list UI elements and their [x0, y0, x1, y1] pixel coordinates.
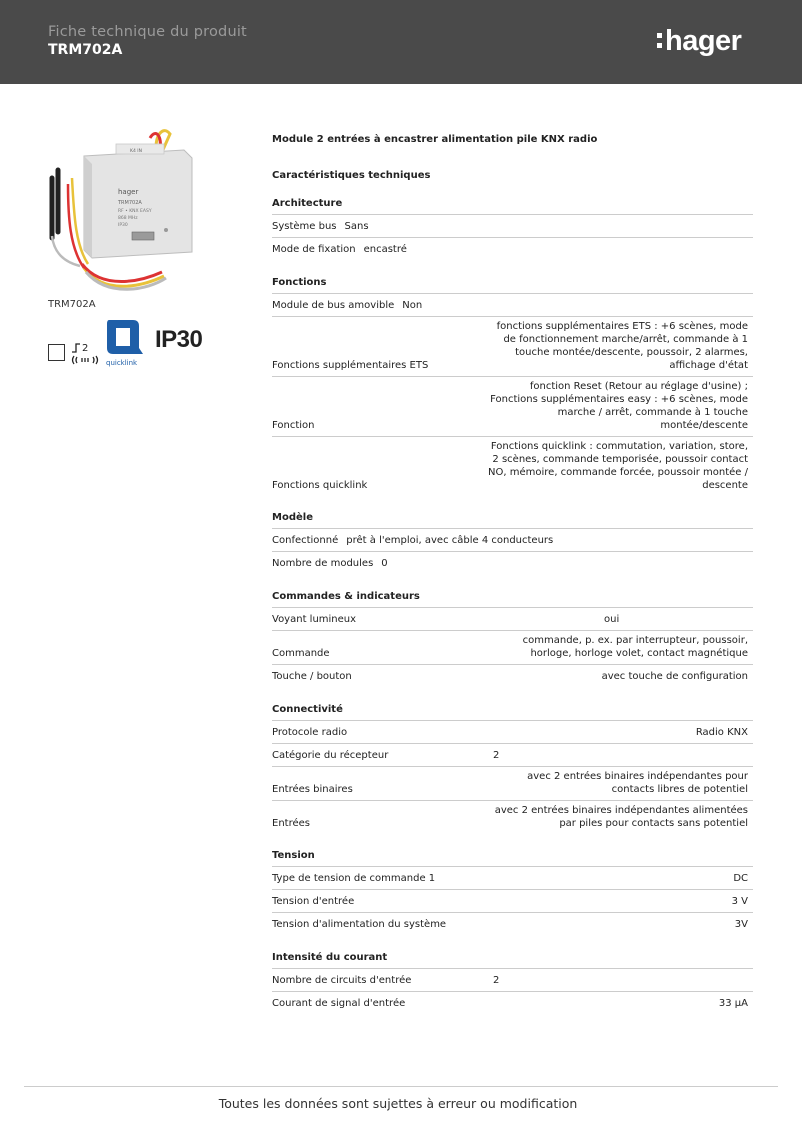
spec-label: Nombre de circuits d'entrée [272, 975, 412, 986]
device-brand: hager [118, 188, 139, 196]
section-courant [272, 947, 753, 1015]
spec-value: oui [604, 614, 620, 625]
spec-label: Mode de fixation [272, 244, 356, 255]
spec-row [272, 608, 753, 631]
spec-label: Entrées [272, 818, 310, 829]
header-subtitle: Fiche technique du produit [48, 24, 247, 40]
spec-value: prêt à l'emploi, avec câble 4 conducteurs [346, 535, 554, 546]
ip-rating: IP30 [155, 326, 203, 353]
spec-label: Module de bus amovible [272, 300, 395, 311]
certification-icons [48, 316, 218, 368]
quicklink-label: quicklink [106, 359, 138, 367]
spec-label: Courant de signal d'entrée [272, 998, 406, 1009]
section-title: Intensité du courant [272, 947, 753, 969]
spec-label: Type de tension de commande 1 [272, 873, 436, 884]
spec-label: Fonctions supplémentaires ETS [272, 360, 429, 371]
spec-value: Fonctions quicklink : commutation, variation, store, 2 scènes, commande temporisée, poussoir contact NO, mémoire, commande forcée, poussoir montée / descente [488, 441, 748, 491]
spec-row [272, 992, 753, 1015]
device-ip: IP30 [118, 223, 128, 228]
spec-label: Confectionné [272, 535, 339, 546]
section-title: Connectivité [272, 699, 753, 721]
spec-value: 3V [734, 919, 748, 930]
section-architecture [272, 193, 753, 261]
spec-value: Sans [344, 221, 369, 232]
spec-row [272, 867, 753, 890]
spec-label: Tension d'alimentation du système [272, 919, 447, 930]
spec-value: 33 µA [718, 998, 748, 1009]
page-header [0, 0, 802, 84]
product-title: Module 2 entrées à encastrer alimentation pile KNX radio [272, 134, 598, 145]
spec-content [272, 128, 753, 1026]
hager-logo [657, 26, 741, 56]
spec-label: Système bus [272, 221, 337, 232]
spec-value: 2 [493, 750, 500, 761]
spec-value: avec 2 entrées binaires indépendantes pour contacts libres de potentiel [527, 771, 748, 795]
spec-row [272, 437, 753, 496]
logo-text: hager [665, 25, 742, 57]
device-model: TRM702A [118, 200, 142, 206]
section-title: Modèle [272, 507, 753, 529]
spec-row [272, 801, 753, 834]
binary-input-radio-icon [70, 340, 100, 366]
section-tension [272, 845, 753, 936]
spec-value: 2 [493, 975, 500, 986]
footer-disclaimer: Toutes les données sont sujettes à erreur ou modification [218, 1096, 578, 1111]
spec-value: commande, p. ex. par interrupteur, poussoir, horloge, horloge volet, contact magnétique [522, 635, 748, 659]
flush-mount-icon [48, 344, 65, 361]
spec-row [272, 721, 753, 744]
spec-label: Tension d'entrée [272, 896, 355, 907]
spec-row [272, 294, 753, 317]
spec-value: encastré [363, 244, 407, 255]
spec-row [272, 377, 753, 437]
section-modele [272, 507, 753, 575]
section-title: Commandes & indicateurs [272, 586, 753, 608]
spec-row [272, 529, 753, 552]
device-freq: 868 MHz [118, 216, 138, 221]
spec-row [272, 238, 753, 261]
spec-value: avec 2 entrées binaires indépendantes alimentées par piles pour contacts sans potentiel [494, 805, 748, 829]
spec-value: Non [402, 300, 423, 311]
spec-row [272, 552, 753, 575]
device-text: RF • KNX EASY [118, 209, 152, 214]
image-caption: TRM702A [48, 299, 96, 310]
spec-row [272, 890, 753, 913]
spec-row [272, 665, 753, 688]
spec-value: avec touche de configuration [601, 671, 748, 682]
product-image [44, 128, 224, 296]
spec-row [272, 767, 753, 801]
section-title: Architecture [272, 193, 753, 215]
spec-label: Fonctions quicklink [272, 480, 368, 491]
spec-label: Voyant lumineux [272, 614, 357, 625]
logo-dots-icon [657, 33, 663, 49]
section-connectivite [272, 699, 753, 834]
spec-row [272, 317, 753, 377]
section-title: Tension [272, 845, 753, 867]
spec-row [272, 744, 753, 767]
spec-row [272, 913, 753, 936]
spec-label: Touche / bouton [272, 671, 352, 682]
spec-row [272, 631, 753, 665]
quicklink-icon [103, 316, 145, 368]
spec-label: Fonction [272, 420, 315, 431]
spec-label: Commande [272, 648, 330, 659]
spec-row [272, 215, 753, 238]
spec-value: fonctions supplémentaires ETS : +6 scènes, mode de fonctionnement marche/arrêt, commande à 1 touche montée/descente, poussoir, 2 alarmes, affichage d'état [496, 321, 748, 371]
section-fonctions [272, 272, 753, 496]
spec-label: Catégorie du récepteur [272, 750, 389, 761]
section-title: Fonctions [272, 272, 753, 294]
spec-value: 3 V [731, 896, 748, 907]
header-product-code: TRM702A [48, 42, 123, 58]
footer-divider [24, 1086, 778, 1087]
spec-value: fonction Reset (Retour au réglage d'usine) ; Fonctions supplémentaires easy : +6 scènes, mode marche / arrêt, commande à 1 touche montée/descente [490, 381, 748, 431]
binary-input-count: 2 [82, 343, 89, 354]
spec-label: Entrées binaires [272, 784, 353, 795]
spec-label: Nombre de modules [272, 558, 374, 569]
spec-row [272, 969, 753, 992]
svg-text:K4 IN: K4 IN [130, 149, 142, 154]
spec-label: Protocole radio [272, 727, 348, 738]
spec-value: 0 [381, 558, 388, 569]
spec-value: Radio KNX [695, 727, 748, 738]
section-commandes [272, 586, 753, 688]
spec-value: DC [733, 873, 748, 884]
spec-subheading: Caractéristiques techniques [272, 170, 431, 181]
